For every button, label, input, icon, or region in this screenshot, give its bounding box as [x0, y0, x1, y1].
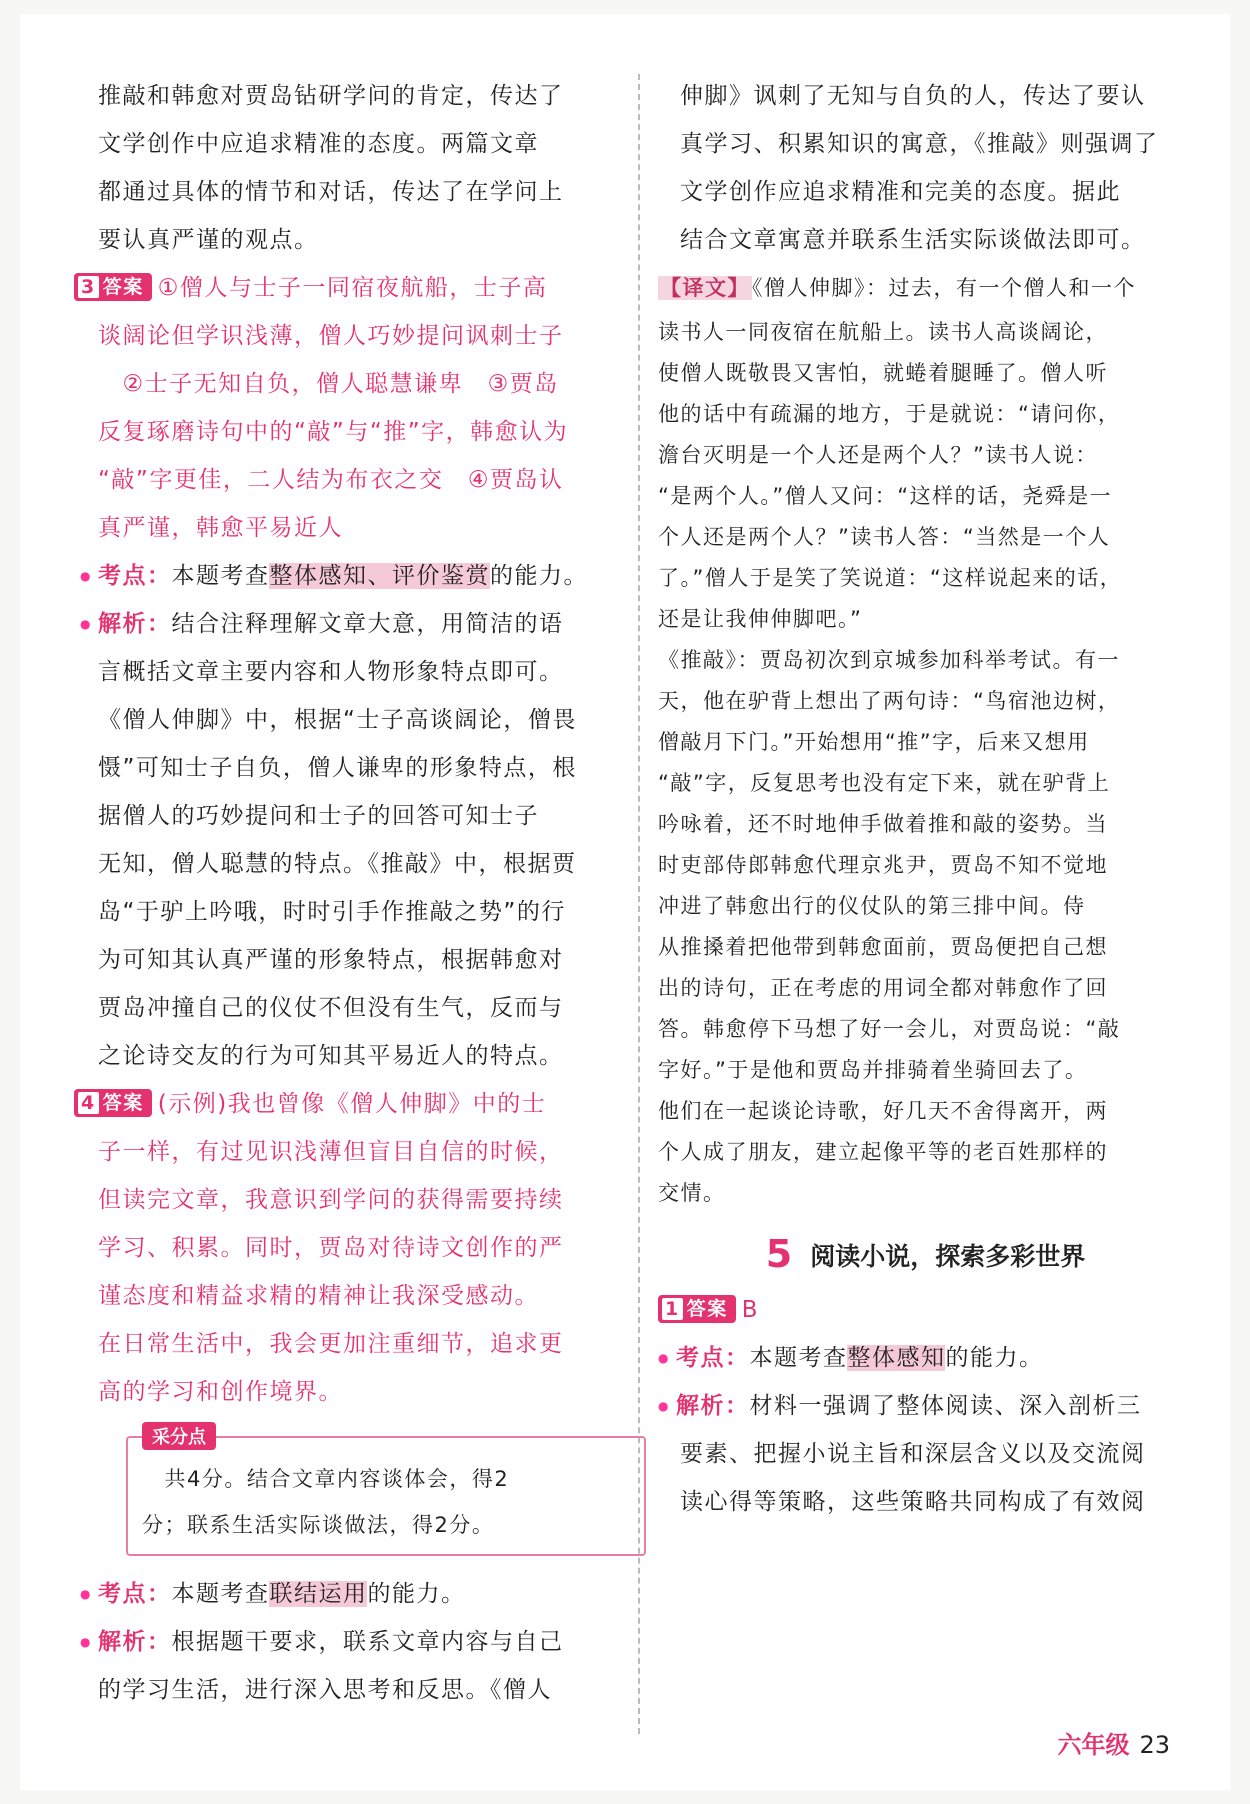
right-column — [658, 72, 1193, 1526]
text-line: “敲”字更佳，二人结为布衣之交 ④贾岛认 — [98, 467, 564, 493]
bullet-dot-icon: ● — [80, 1587, 92, 1601]
text-line: 谈阔论但学识浅薄，僧人巧妙提问讽刺士子 — [98, 323, 564, 349]
text-line: 交情。 — [658, 1181, 726, 1205]
page-number: 23 — [1139, 1731, 1170, 1759]
text-line: 时吏部侍郎韩愈代理京兆尹，贾岛不知不觉地 — [658, 853, 1108, 877]
text-line: 《僧人伸脚》中，根据“士子高谈阔论，僧畏 — [98, 707, 577, 733]
text-line: 文学创作应追求精准和完美的态度。据此 — [680, 179, 1121, 205]
text-line: 真严谨，韩愈平易近人 — [98, 515, 343, 541]
section-number: 5 — [765, 1232, 793, 1276]
left-intro — [98, 72, 618, 264]
q4-answer — [98, 1128, 618, 1416]
q4-jiexi-line: 的学习生活，进行深入思考和反思。《僧人 — [98, 1677, 552, 1703]
translation-label: 【译文】 — [660, 276, 750, 300]
text-line: 冲进了韩愈出行的仪仗队的第三排中间。侍 — [658, 894, 1086, 918]
text-line: 个人成了朋友，建立起像平等的老百姓那样的 — [658, 1140, 1108, 1164]
text-line: 子一样，有过见识浅薄但盲目自信的时候， — [98, 1139, 564, 1165]
text-line: ②士子无知自负，僧人聪慧谦卑 ③贾岛 — [98, 371, 559, 397]
text-line: 推敲和韩愈对贾岛钻研学问的肯定，传达了 — [98, 83, 564, 109]
text-line: 无知，僧人聪慧的特点。《推敲》中，根据贾 — [98, 851, 577, 877]
q3-answer — [98, 312, 618, 552]
text-line: 共4分。结合文章内容谈体会，得2 — [142, 1467, 510, 1491]
text-line: 慑”可知士子自负，僧人谦卑的形象特点，根 — [98, 755, 577, 781]
text-line: 在日常生活中，我会更加注重细节，追求更 — [98, 1331, 564, 1357]
text-line: “是两个人。”僧人又问：“这样的话，尧舜是一 — [658, 484, 1113, 508]
bullet-dot-icon: ● — [658, 1351, 670, 1365]
text-line: 为可知其认真严谨的形象特点，根据韩愈对 — [98, 947, 564, 973]
section-title: 阅读小说，探索多彩世界 — [810, 1242, 1086, 1271]
text-line: 个人还是两个人？”读书人答：“当然是一个人 — [658, 525, 1111, 549]
scoring-points-box — [126, 1427, 646, 1556]
page-footer — [1057, 1725, 1170, 1760]
scoring-points-text — [142, 1456, 630, 1548]
text-line: 澹台灭明是一个人还是两个人？”读书人说： — [658, 443, 1098, 467]
document-page — [20, 14, 1230, 1790]
r-q1-jiexi-first: ● 解析：材料一强调了整体阅读、深入剖析三 — [658, 1393, 1142, 1419]
q3-answer-first-line: 3 答案 ①僧人与士子一同宿夜航船，士子高 — [74, 264, 618, 312]
q3-answer-tag: 3 答案 — [74, 273, 152, 301]
text-line: 反复琢磨诗句中的“敲”与“推”字，韩愈认为 — [98, 419, 569, 445]
text-line: 文学创作中应追求精准的态度。两篇文章 — [98, 131, 539, 157]
grade-label: 六年级 — [1057, 1731, 1130, 1759]
text-line: 天，他在驴背上想出了两句诗：“鸟宿池边树， — [658, 689, 1121, 713]
text-line: 据僧人的巧妙提问和士子的回答可知士子 — [98, 803, 539, 829]
q3-kaodian: ● 考点：本题考查整体感知、评价鉴赏的能力。 — [80, 563, 588, 589]
translation-text — [658, 312, 1193, 1214]
text-line: 从推搡着把他带到韩愈面前，贾岛便把自己想 — [658, 935, 1108, 959]
r-q1-jiexi — [680, 1430, 1193, 1526]
text-line: 学习、积累。同时，贾岛对待诗文创作的严 — [98, 1235, 564, 1261]
r-q1-answer-tag: 1 答案 — [658, 1295, 736, 1323]
text-line: 他们在一起谈论诗歌，好几天不舍得离开，两 — [658, 1099, 1108, 1123]
text-line: 字好。”于是他和贾岛并排骑着坐骑回去了。 — [658, 1058, 1088, 1082]
text-line: 分；联系生活实际谈做法，得2分。 — [142, 1513, 495, 1537]
text-line: 答。韩愈停下马想了好一会儿，对贾岛说：“敲 — [658, 1017, 1121, 1041]
text-line: 《推敲》：贾岛初次到京城参加科举考试。有一 — [658, 648, 1120, 672]
left-column — [80, 72, 618, 1714]
text-line: 要认真严谨的观点。 — [98, 227, 319, 253]
bullet-dot-icon: ● — [80, 1635, 92, 1649]
text-line: 之论诗交友的行为可知其平易近人的特点。 — [98, 1043, 564, 1069]
text-line: 真学习、积累知识的寓意，《推敲》则强调了 — [680, 131, 1159, 157]
text-line: 结合文章寓意并联系生活实际谈做法即可。 — [680, 227, 1146, 253]
text-line: 但读完文章，我意识到学问的获得需要持续 — [98, 1187, 564, 1213]
r-q1-answer: 1 答案 B — [658, 1286, 1193, 1334]
text-line: 言概括文章主要内容和人物形象特点即可。 — [98, 659, 564, 685]
scoring-points-tag: 采分点 — [142, 1422, 216, 1450]
text-line: 贾岛冲撞自己的仪仗不但没有生气，反而与 — [98, 995, 564, 1021]
bullet-dot-icon: ● — [80, 569, 92, 583]
q3-jiexi — [98, 648, 618, 1080]
text-line: 吟咏着，还不时地伸手做着推和敲的姿势。当 — [658, 812, 1108, 836]
text-line: 读心得等策略，这些策略共同构成了有效阅 — [680, 1489, 1146, 1515]
q3-jiexi-first: ● 解析：结合注释理解文章大意，用简洁的语 — [80, 611, 564, 637]
text-line: 谨态度和精益求精的精神让我深受感动。 — [98, 1283, 539, 1309]
text-line: 要素、把握小说主旨和深层含义以及交流阅 — [680, 1441, 1146, 1467]
text-line: 岛“于驴上吟哦，时时引手作推敲之势”的行 — [98, 899, 566, 925]
section-heading — [658, 1232, 1193, 1276]
translation-first-line: 【译文】《僧人伸脚》：过去，有一个僧人和一个 — [660, 276, 1136, 300]
text-line: 他的话中有疏漏的地方，于是就说：“请问你， — [658, 402, 1121, 426]
q4-kaodian: ● 考点：本题考查联结运用的能力。 — [80, 1581, 466, 1607]
r-q1-kaodian: ● 考点：本题考查整体感知的能力。 — [658, 1345, 1044, 1371]
text-line: 伸脚》讽刺了无知与自负的人，传达了要认 — [680, 83, 1146, 109]
text-line: “敲”字，反复思考也没有定下来，就在驴背上 — [658, 771, 1111, 795]
q4-jiexi-first: ● 解析：根据题干要求，联系文章内容与自己 — [80, 1629, 564, 1655]
text-line: 出的诗句，正在考虑的用词全都对韩愈作了回 — [658, 976, 1108, 1000]
text-line: 了。”僧人于是笑了笑说道：“这样说起来的话， — [658, 566, 1123, 590]
bullet-dot-icon: ● — [658, 1399, 670, 1413]
q4-answer-first-line: 4 答案 (示例)我也曾像《僧人伸脚》中的士 — [74, 1080, 618, 1128]
bullet-dot-icon: ● — [80, 617, 92, 631]
text-line: 使僧人既敬畏又害怕，就蜷着腿睡了。僧人听 — [658, 361, 1108, 385]
text-line: 僧敲月下门。”开始想用“推”字，后来又想用 — [658, 730, 1090, 754]
right-intro — [680, 72, 1193, 264]
text-line: 读书人一同夜宿在航船上。读书人高谈阔论， — [658, 320, 1108, 344]
text-line: 都通过具体的情节和对话，传达了在学问上 — [98, 179, 564, 205]
text-line: 还是让我伸伸脚吧。” — [658, 607, 863, 631]
q4-answer-tag: 4 答案 — [74, 1089, 152, 1117]
text-line: 高的学习和创作境界。 — [98, 1379, 343, 1405]
